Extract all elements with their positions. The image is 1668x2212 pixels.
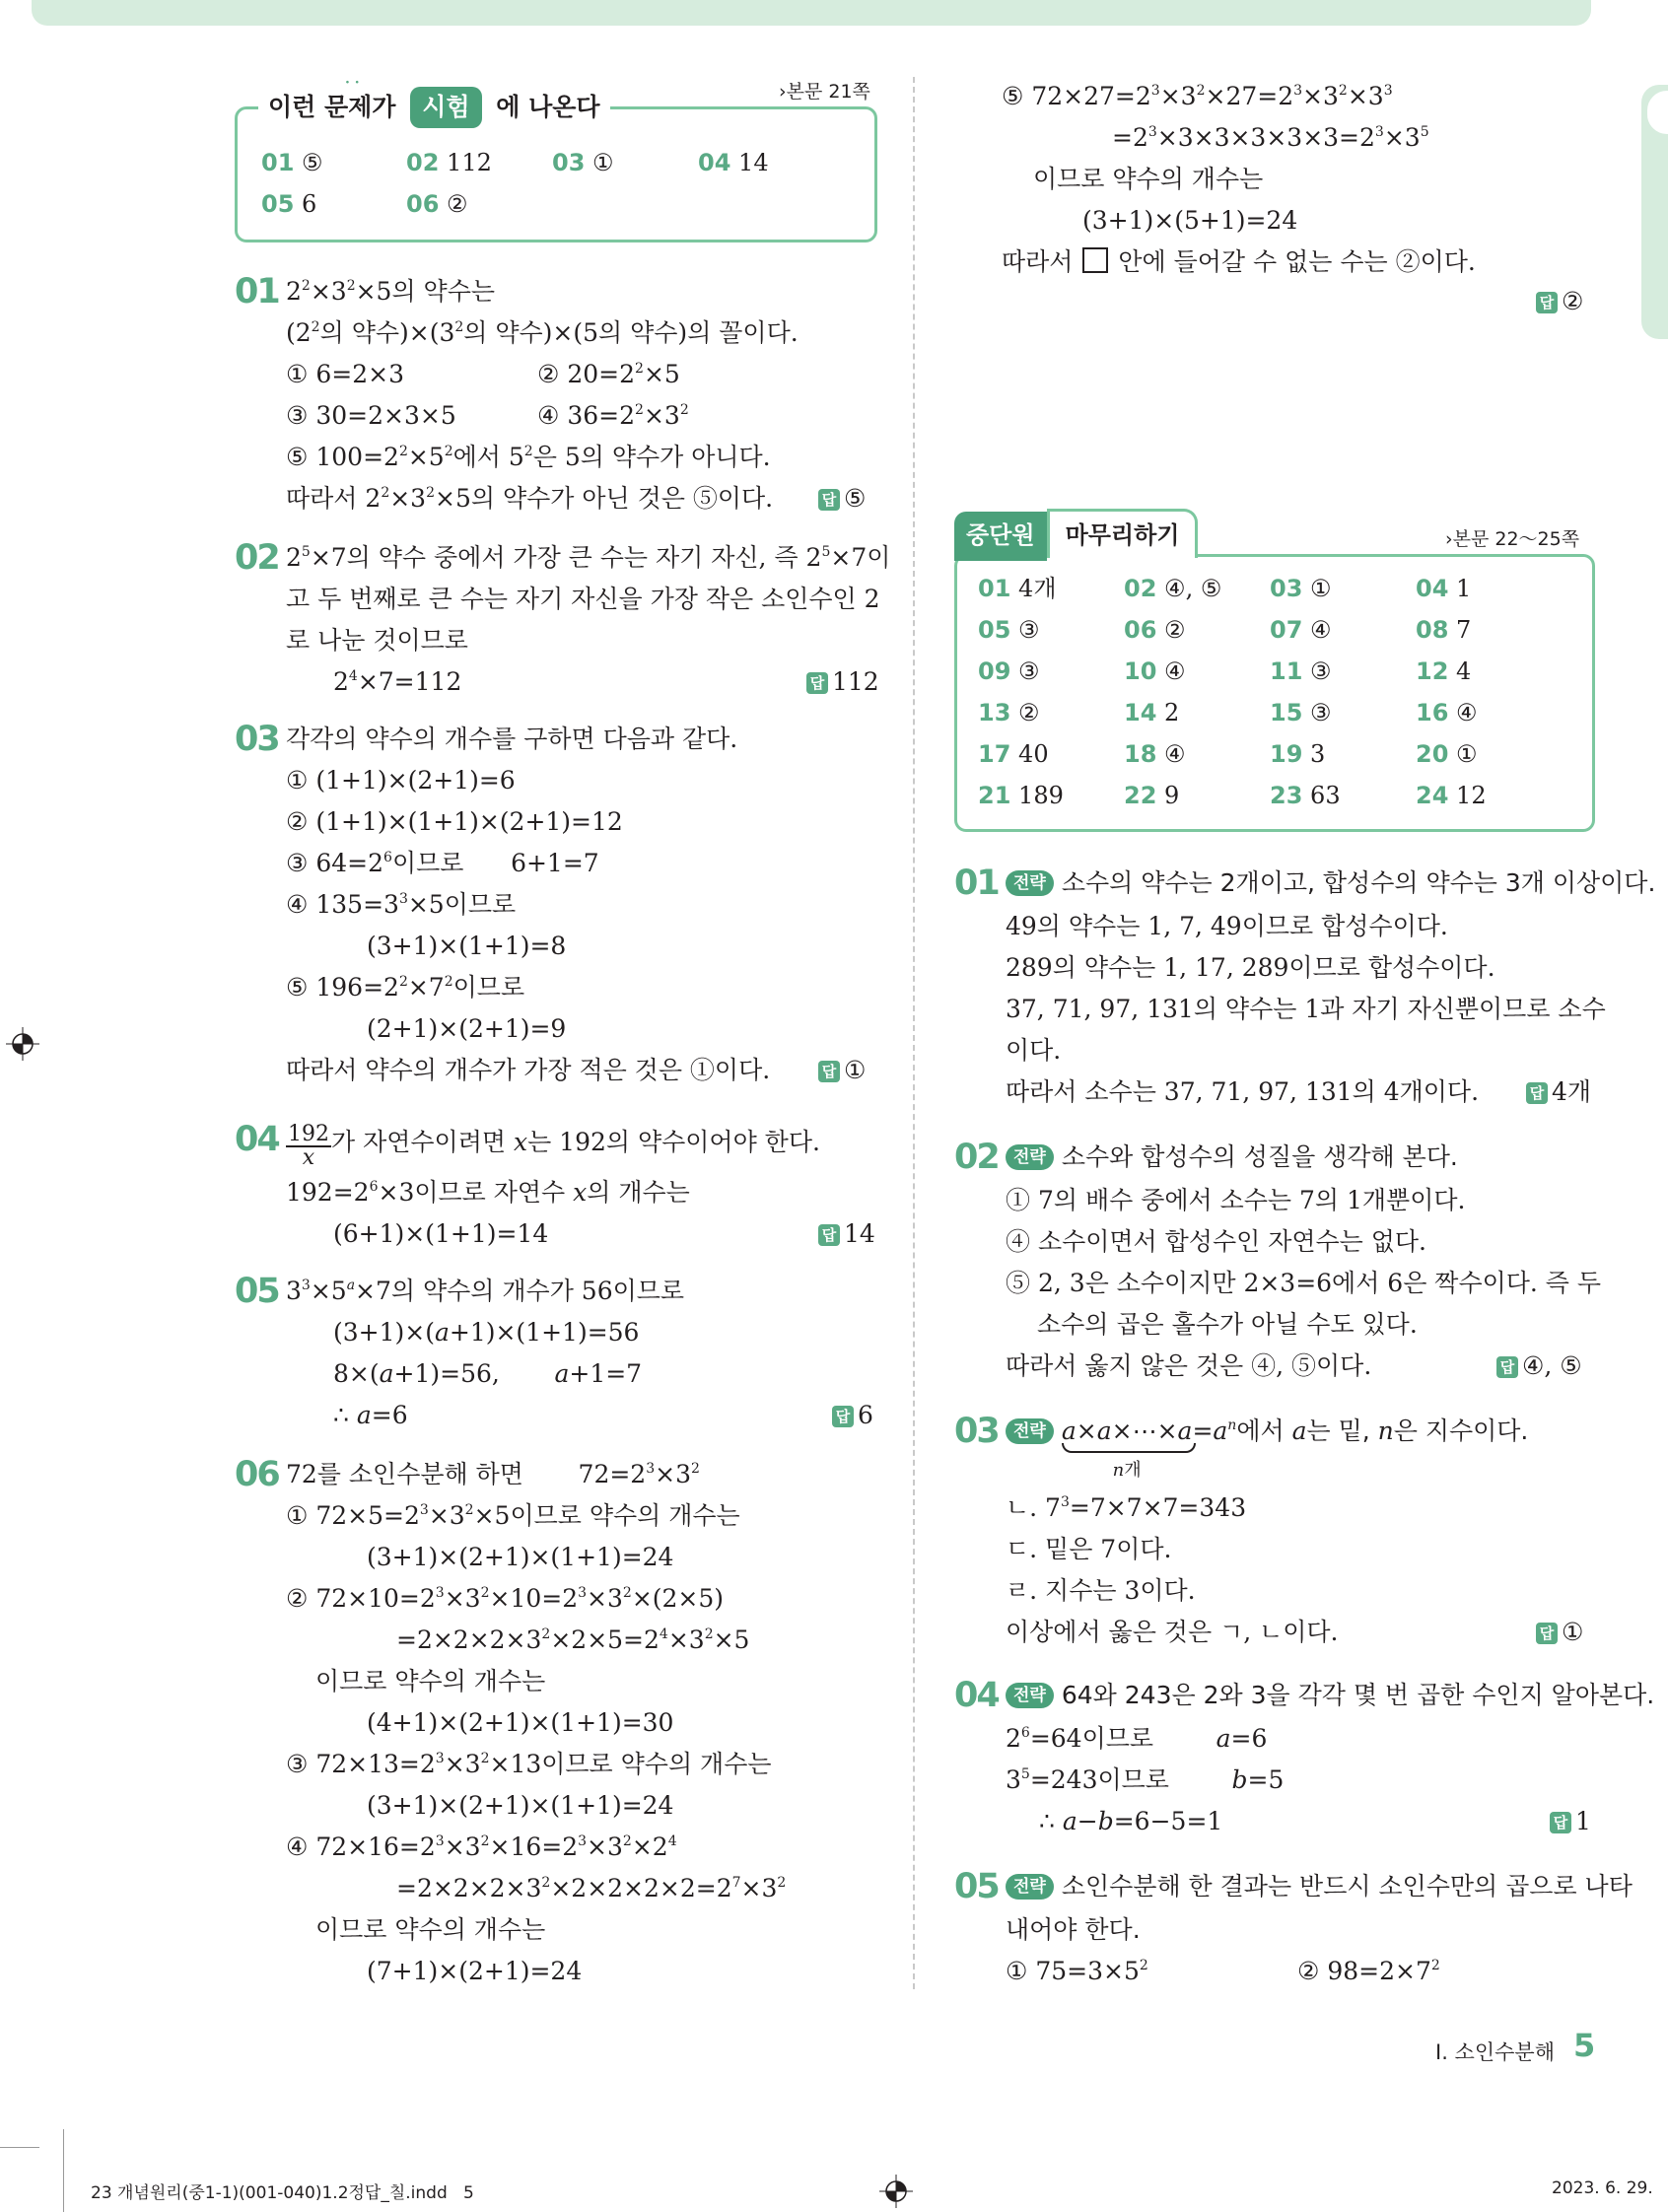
unit-item: 03 ① bbox=[1270, 575, 1332, 602]
solution-line: 고 두 번째로 큰 수는 자기 자신을 가장 작은 소인수인 2 bbox=[286, 585, 880, 613]
unit-item: 05 ③ bbox=[978, 616, 1040, 644]
unit-title-b: 마무리하기 bbox=[1047, 509, 1199, 558]
unit-item: 11 ③ bbox=[1270, 657, 1332, 685]
solution-line: (3+1)×(1+1)=8 bbox=[367, 932, 567, 960]
column-divider bbox=[913, 77, 915, 1989]
unit-item: 04 1 bbox=[1416, 575, 1472, 602]
unit-item: 14 2 bbox=[1124, 699, 1180, 726]
registration-mark-icon bbox=[6, 1027, 39, 1065]
solution-line: 따라서 옳지 않은 것은 ④, ⑤이다. bbox=[1006, 1351, 1372, 1380]
strategy-line: 전략 소수와 합성수의 성질을 생각해 본다. bbox=[1006, 1141, 1458, 1173]
footer-rule bbox=[0, 2147, 39, 2148]
solution-line: ∴ a=6 bbox=[333, 1401, 408, 1429]
solution-line: 따라서 소수는 37, 71, 97, 131의 4개이다. bbox=[1006, 1077, 1480, 1106]
answer-badge: 답 ① bbox=[818, 1055, 866, 1086]
solution-line: $2^4\times 7=112$ bbox=[333, 667, 462, 696]
unit-item: 23 63 bbox=[1270, 782, 1341, 809]
print-date: 2023. 6. 29. bbox=[1552, 2178, 1653, 2198]
section-label: Ⅰ. 소인수분해 bbox=[1435, 2040, 1555, 2064]
exam-title-b: 시험 bbox=[410, 87, 481, 128]
unit-item: 12 4 bbox=[1416, 657, 1472, 685]
unit-item: 01 4개 bbox=[978, 575, 1057, 602]
exam-item: 01 ⑤ bbox=[261, 149, 323, 176]
solution-line: $\frac{192}{x}$ 가 자연수이려면 x는 192의 약수이어야 한다. bbox=[288, 1122, 820, 1170]
solution-line: ㄷ. 밑은 7이다. bbox=[1006, 1535, 1172, 1563]
unit-item: 18 ④ bbox=[1124, 740, 1186, 768]
solution-line: ① $72\times 5=2^3\times 3^2\times 5$이므로 약수의 개수는 bbox=[286, 1501, 740, 1530]
footer-rule bbox=[63, 2129, 64, 2212]
solution-line: ($2^2$의 약수)$\times(3^2$의 약수)×(5의 약수)의 꼴이다. bbox=[286, 318, 799, 347]
solution-line: 이므로 약수의 개수는 bbox=[315, 1667, 546, 1695]
unit-item: 10 ④ bbox=[1124, 657, 1186, 685]
unit-item: 07 ④ bbox=[1270, 616, 1332, 644]
solution-line: ③ $64=2^6$이므로 6+1=7 bbox=[286, 849, 599, 877]
solution-line: 이므로 약수의 개수는 bbox=[315, 1915, 546, 1944]
solution-line: $2^6=64$이므로 a=6 bbox=[1006, 1724, 1268, 1753]
solution-line: (3+1)×(2+1)×(1+1)=24 bbox=[367, 1791, 674, 1820]
unit-item: 08 7 bbox=[1416, 616, 1472, 644]
solution-line: $3^5=243$이므로 b=5 bbox=[1006, 1765, 1285, 1794]
solution-line: (3+1)×(2+1)×(1+1)=24 bbox=[367, 1543, 674, 1571]
unit-item: 19 3 bbox=[1270, 740, 1326, 768]
answer-badge: 답 4개 bbox=[1526, 1076, 1591, 1108]
solution-line: ① 7의 배수 중에서 소수는 7의 1개뿐이다. bbox=[1006, 1186, 1466, 1214]
exam-box-title bbox=[258, 87, 610, 128]
solution-line: 따라서 약수의 개수가 가장 적은 것은 ①이다. bbox=[286, 1056, 771, 1084]
solution-line: 37, 71, 97, 131의 약수는 1과 자기 자신뿐이므로 소수 bbox=[1006, 995, 1606, 1023]
solution-line: $=2\times 2\times 2\times 3^2\times 2\times 5=2^4\times 3^2\times 5$ bbox=[396, 1625, 750, 1654]
solution-line: (3+1)×(a+1)×(1+1)=56 bbox=[333, 1318, 640, 1347]
answer-badge: 답 112 bbox=[806, 666, 879, 698]
solution-line: 이다. bbox=[1006, 1036, 1062, 1065]
solution-line: (4+1)×(2+1)×(1+1)=30 bbox=[367, 1708, 674, 1737]
unit-item: 22 9 bbox=[1124, 782, 1180, 809]
solution-line: 49의 약수는 1, 7, 49이므로 합성수이다. bbox=[1006, 912, 1448, 940]
solution-line: ③ $72\times 13=2^3\times 3^2\times 13$이므로 약수의 개수는 bbox=[286, 1750, 772, 1778]
emphasis-dots: · · bbox=[345, 75, 360, 91]
solution-line: ⑤ 2, 3은 소수이지만 2×3=6에서 6은 짝수이다. 즉 두 bbox=[1006, 1269, 1602, 1297]
unit-item: 06 ② bbox=[1124, 616, 1186, 644]
solution-line: 따라서 $2^2\times 3^2\times 5$의 약수가 아닌 것은 ⑤이다. bbox=[286, 484, 774, 513]
solution-line: $=2^3\times 3\times 3\times 3\times 3\times 3=2^3\times 3^5$ bbox=[1112, 123, 1429, 152]
answer-badge: 답 ⑤ bbox=[818, 483, 866, 515]
strategy-line: 내어야 한다. bbox=[1006, 1915, 1141, 1944]
solution-line: $2^2\times 3^2\times 5$의 약수는 bbox=[286, 277, 496, 306]
unit-item: 09 ③ bbox=[978, 657, 1040, 685]
solution-line: ㄹ. 지수는 3이다. bbox=[1006, 1576, 1196, 1605]
question-number: 04 bbox=[954, 1676, 999, 1715]
unit-item: 21 189 bbox=[978, 782, 1064, 809]
solution-line: 각각의 약수의 개수를 구하면 다음과 같다. bbox=[286, 725, 738, 753]
question-number: 01 bbox=[235, 272, 279, 311]
unit-box-title bbox=[954, 509, 1198, 558]
side-chapter-tab bbox=[1641, 85, 1668, 339]
question-number: 06 bbox=[235, 1455, 279, 1494]
solution-line: ④ 소수이면서 합성수인 자연수는 없다. bbox=[1006, 1227, 1426, 1256]
exam-item: 05 6 bbox=[261, 190, 317, 218]
strategy-line: 전략 소인수분해 한 결과는 반드시 소인수만의 곱으로 나타 bbox=[1006, 1871, 1633, 1902]
page-number: 5 bbox=[1573, 2027, 1596, 2064]
solution-line: ① 6=2×3 bbox=[286, 360, 404, 388]
question-number: 03 bbox=[954, 1412, 999, 1451]
solution-line: $2^5\times 7$의 약수 중에서 가장 큰 수는 자기 자신, 즉 $2^5\times 7$이 bbox=[286, 543, 891, 572]
solution-line: 72를 소인수분해 하면 $72=2^3\times 3^2$ bbox=[286, 1460, 700, 1488]
solution-line: 로 나눈 것이므로 bbox=[286, 626, 468, 655]
unit-box-ref: ›본문 22～25쪽 bbox=[1445, 528, 1580, 550]
solution-line: $3^3\times 5^a\times 7$의 약수의 개수가 56이므로 bbox=[286, 1277, 685, 1305]
solution-line: (6+1)×(1+1)=14 bbox=[333, 1219, 549, 1248]
question-number: 02 bbox=[954, 1138, 999, 1177]
unit-item: 20 ① bbox=[1416, 740, 1478, 768]
solution-line: (7+1)×(2+1)=24 bbox=[367, 1957, 583, 1985]
solution-line: ③ 30=2×3×5 bbox=[286, 401, 456, 430]
strategy-line: 전략 a×a×⋯×a n개 $=a^n$에서 a는 밑, n은 지수이다. bbox=[1006, 1416, 1528, 1447]
solution-line: ① $75=3\times 5^2$ bbox=[1006, 1957, 1148, 1985]
answer-badge: 답 6 bbox=[832, 1400, 873, 1431]
solution-line: 소수의 곱은 홀수가 아닐 수도 있다. bbox=[1037, 1310, 1418, 1339]
unit-item: 24 12 bbox=[1416, 782, 1487, 809]
solution-line: ㄴ. $7^3=7\times 7\times 7=343$ bbox=[1006, 1493, 1247, 1522]
solution-line: ⑤ $72\times 27=2^3\times 3^2\times 27=2^3\times 3^2\times 3^3$ bbox=[1002, 82, 1393, 110]
unit-title-a: 중단원 bbox=[954, 512, 1047, 561]
solution-line: $192=2^6\times 3$이므로 자연수 x의 개수는 bbox=[286, 1178, 690, 1207]
solution-line: 8×(a+1)=56, a+1=7 bbox=[333, 1359, 643, 1388]
solution-line: 이므로 약수의 개수는 bbox=[1033, 165, 1264, 193]
solution-line: ④ $72\times 16=2^3\times 3^2\times 16=2^3\times 3^2\times 2^4$ bbox=[286, 1832, 677, 1861]
top-color-band bbox=[32, 0, 1591, 26]
solution-line: $=2\times 2\times 2\times 3^2\times 2\times 2\times 2\times 2=2^7\times 3^2$ bbox=[396, 1874, 787, 1902]
exam-item: 04 14 bbox=[698, 149, 769, 176]
solution-line: (3+1)×(5+1)=24 bbox=[1082, 206, 1298, 235]
exam-item: 03 ① bbox=[552, 149, 614, 176]
exam-title-a: 이런 문제가 bbox=[268, 93, 396, 121]
solution-line: ① (1+1)×(2+1)=6 bbox=[286, 766, 516, 795]
solution-line: ⑤ $100=2^2\times 5^2$에서 $5^2$은 5의 약수가 아니다. bbox=[286, 443, 771, 471]
exam-box-ref: ›본문 21쪽 bbox=[779, 81, 870, 103]
unit-item: 17 40 bbox=[978, 740, 1049, 768]
solution-line: ② $72\times 10=2^3\times 3^2\times 10=2^3\times 3^2\times(2\times 5)$ bbox=[286, 1584, 725, 1613]
solution-line: ④ $36=2^2\times 3^2$ bbox=[537, 401, 689, 430]
unit-item: 02 ④, ⑤ bbox=[1124, 575, 1222, 602]
exam-title-c: 에 나온다 bbox=[496, 93, 600, 121]
question-number: 03 bbox=[235, 720, 279, 759]
solution-line: ⑤ $196=2^2\times 7^2$이므로 bbox=[286, 973, 525, 1002]
question-number: 02 bbox=[235, 538, 279, 578]
solution-line: 289의 약수는 1, 17, 289이므로 합성수이다. bbox=[1006, 953, 1495, 982]
answer-badge: 답 ② bbox=[1536, 286, 1583, 317]
solution-line: ② (1+1)×(1+1)×(2+1)=12 bbox=[286, 807, 623, 836]
unit-item: 13 ② bbox=[978, 699, 1040, 726]
exam-item: 02 112 bbox=[406, 149, 492, 176]
question-number: 05 bbox=[954, 1867, 999, 1906]
question-number: 05 bbox=[235, 1272, 279, 1311]
registration-mark-icon bbox=[879, 2175, 913, 2212]
file-name: 23 개념원리(중1-1)(001-040)1.2정답_칠.indd 5 bbox=[91, 2183, 474, 2203]
answer-badge: 답 ④, ⑤ bbox=[1496, 1350, 1582, 1382]
solution-line: (2+1)×(2+1)=9 bbox=[367, 1014, 567, 1043]
answer-badge: 답 1 bbox=[1550, 1806, 1591, 1837]
solution-line: 따라서 안에 들어갈 수 없는 수는 ②이다. bbox=[1002, 247, 1476, 276]
solution-line: 이상에서 옳은 것은 ㄱ, ㄴ이다. bbox=[1006, 1618, 1339, 1646]
question-number: 04 bbox=[235, 1120, 279, 1159]
solution-line: ∴ a−b=6−5=1 bbox=[1039, 1807, 1223, 1835]
exam-item: 06 ② bbox=[406, 190, 468, 218]
solution-line: ② $20=2^2\times 5$ bbox=[537, 360, 680, 388]
strategy-line: 전략 64와 243은 2와 3을 각각 몇 번 곱한 수인지 알아본다. bbox=[1006, 1680, 1654, 1711]
question-number: 01 bbox=[954, 864, 999, 903]
strategy-line: 전략 소수의 약수는 2개이고, 합성수의 약수는 3개 이상이다. bbox=[1006, 867, 1655, 899]
unit-item: 16 ④ bbox=[1416, 699, 1478, 726]
answer-badge: 답 ① bbox=[1536, 1617, 1583, 1648]
answer-badge: 답 14 bbox=[818, 1218, 875, 1250]
solution-line: ④ $135=3^3\times 5$이므로 bbox=[286, 890, 517, 919]
unit-item: 15 ③ bbox=[1270, 699, 1332, 726]
solution-line: ② $98=2\times 7^2$ bbox=[1297, 1957, 1440, 1985]
